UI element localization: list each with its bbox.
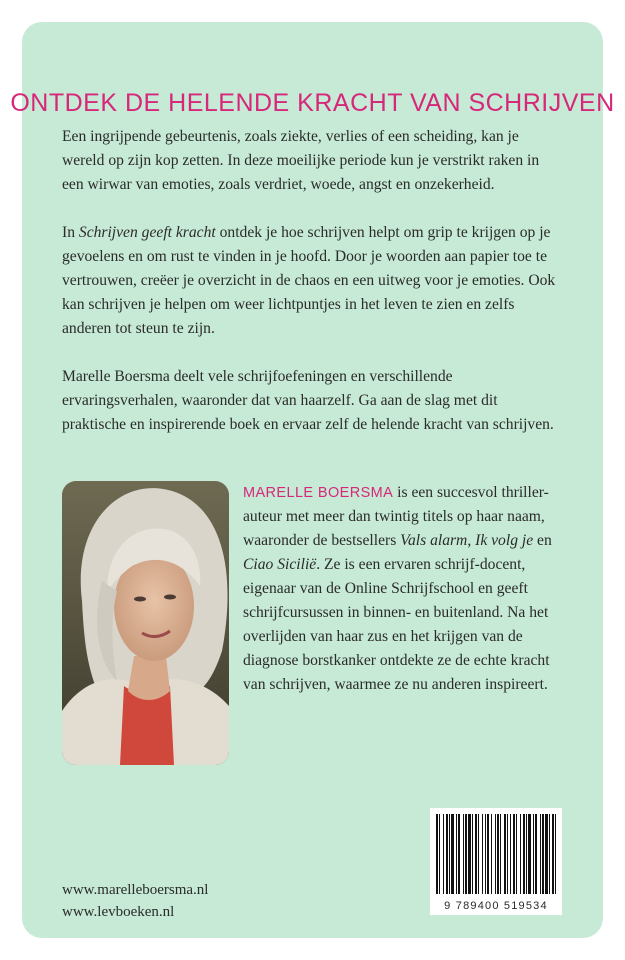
barcode-bar: [535, 814, 537, 894]
barcode-bar: [491, 814, 492, 894]
barcode-bar: [528, 814, 531, 894]
barcode-bar: [555, 814, 556, 894]
cover-title: ONTDEK DE HELENDE KRACHT VAN SCHRIJVEN: [10, 88, 615, 117]
barcode-bar: [482, 814, 483, 894]
barcode-bar: [526, 814, 527, 894]
author-name: MARELLE BOERSMA: [243, 485, 394, 501]
barcode-bar: [463, 814, 464, 894]
barcode-bar: [520, 814, 521, 894]
barcode-bar: [485, 814, 486, 894]
book-title: Vals alarm: [400, 532, 468, 549]
barcode-bar: [487, 814, 489, 894]
isbn-number: 9 789400 519534: [444, 900, 548, 912]
barcode-bar: [451, 814, 454, 894]
barcode-bar: [500, 814, 501, 894]
barcode-bar: [436, 814, 438, 894]
barcode-bar: [533, 814, 534, 894]
barcode-bar: [458, 814, 460, 894]
author-website-link[interactable]: www.marelleboersma.nl: [62, 882, 209, 898]
barcode-bar: [449, 814, 450, 894]
author-bio: MARELLE BOERSMA is een succesvol thriller-auteur met meer dan twintig titels op haar naam, waaronder de bestsellers Vals alarm, Ik volg je en Ciao Sicilië. Ze is een ervaren schrijf-docent, eigenaar van de Online Schrijfschool en geeft schrijfcursussen in binnen- en buitenland. Na het overlijden van haar zus en het krijgen van de diagnose borstkanker ontdekte ze de echte kracht van schrijven, waarmee ze nu anderen inspireert.: [243, 484, 552, 693]
barcode-bar: [516, 814, 517, 894]
book-title: Schrijven geeft kracht: [78, 224, 216, 241]
barcode-bar: [468, 814, 471, 894]
barcode-bar: [510, 814, 511, 894]
barcode-bar: [549, 814, 550, 894]
website-links: [62, 879, 208, 923]
barcode-bar: [478, 814, 479, 894]
barcode-bar: [542, 814, 544, 894]
barcode-bar: [446, 814, 448, 894]
barcode-bar: [497, 814, 499, 894]
barcode-bars: [430, 808, 562, 903]
barcode-bar: [475, 814, 477, 894]
barcode-bar: [507, 814, 508, 894]
barcode-bar: [456, 814, 457, 894]
barcode-bar: [545, 814, 548, 894]
intro-paragraph-1: Een ingrijpende gebeurtenis, zoals ziekte, verlies of een scheiding, kan je wereld op zijn kop zetten. In deze moeilijke periode kun je verstrikt raken in een wirwar van emoties, zoals verdriet, woede, angst en onzekerheid.: [62, 128, 540, 193]
barcode-bar: [495, 814, 496, 894]
barcode-bar: [439, 814, 440, 894]
author-photo: [62, 481, 229, 765]
barcode-bar: [513, 814, 515, 894]
barcode-bar: [465, 814, 467, 894]
intro-paragraph-3: Marelle Boersma deelt vele schrijfoefeningen en verschillende ervaringsverhalen, waaronder dat van haarzelf. Ga aan de slag met dit praktische en inspirerende boek en ervaar zelf de helende kracht van schrijven.: [62, 368, 554, 433]
barcode-bar: [443, 814, 444, 894]
intro-paragraph-2: In Schrijven geeft kracht ontdek je hoe schrijven helpt om grip te krijgen op je gevoelens en om rust te vinden in je hoofd. Door je woorden aan papier toe te vertrouwen, creëer je overzicht in de chaos en een uitweg voor je emoties. Ook kan schrijven je helpen om weer lichtpuntjes in het leven te zien en zelfs anderen tot steun te zijn.: [62, 224, 556, 337]
isbn-barcode: [430, 808, 562, 915]
book-title: Ik volg je: [475, 532, 534, 549]
publisher-website-link[interactable]: www.levboeken.nl: [62, 904, 175, 920]
barcode-bar: [523, 814, 525, 894]
book-title: Ciao Sicilië: [243, 556, 317, 573]
barcode-bar: [504, 814, 506, 894]
barcode-bar: [472, 814, 473, 894]
barcode-bar: [540, 814, 541, 894]
barcode-bar: [552, 814, 554, 894]
